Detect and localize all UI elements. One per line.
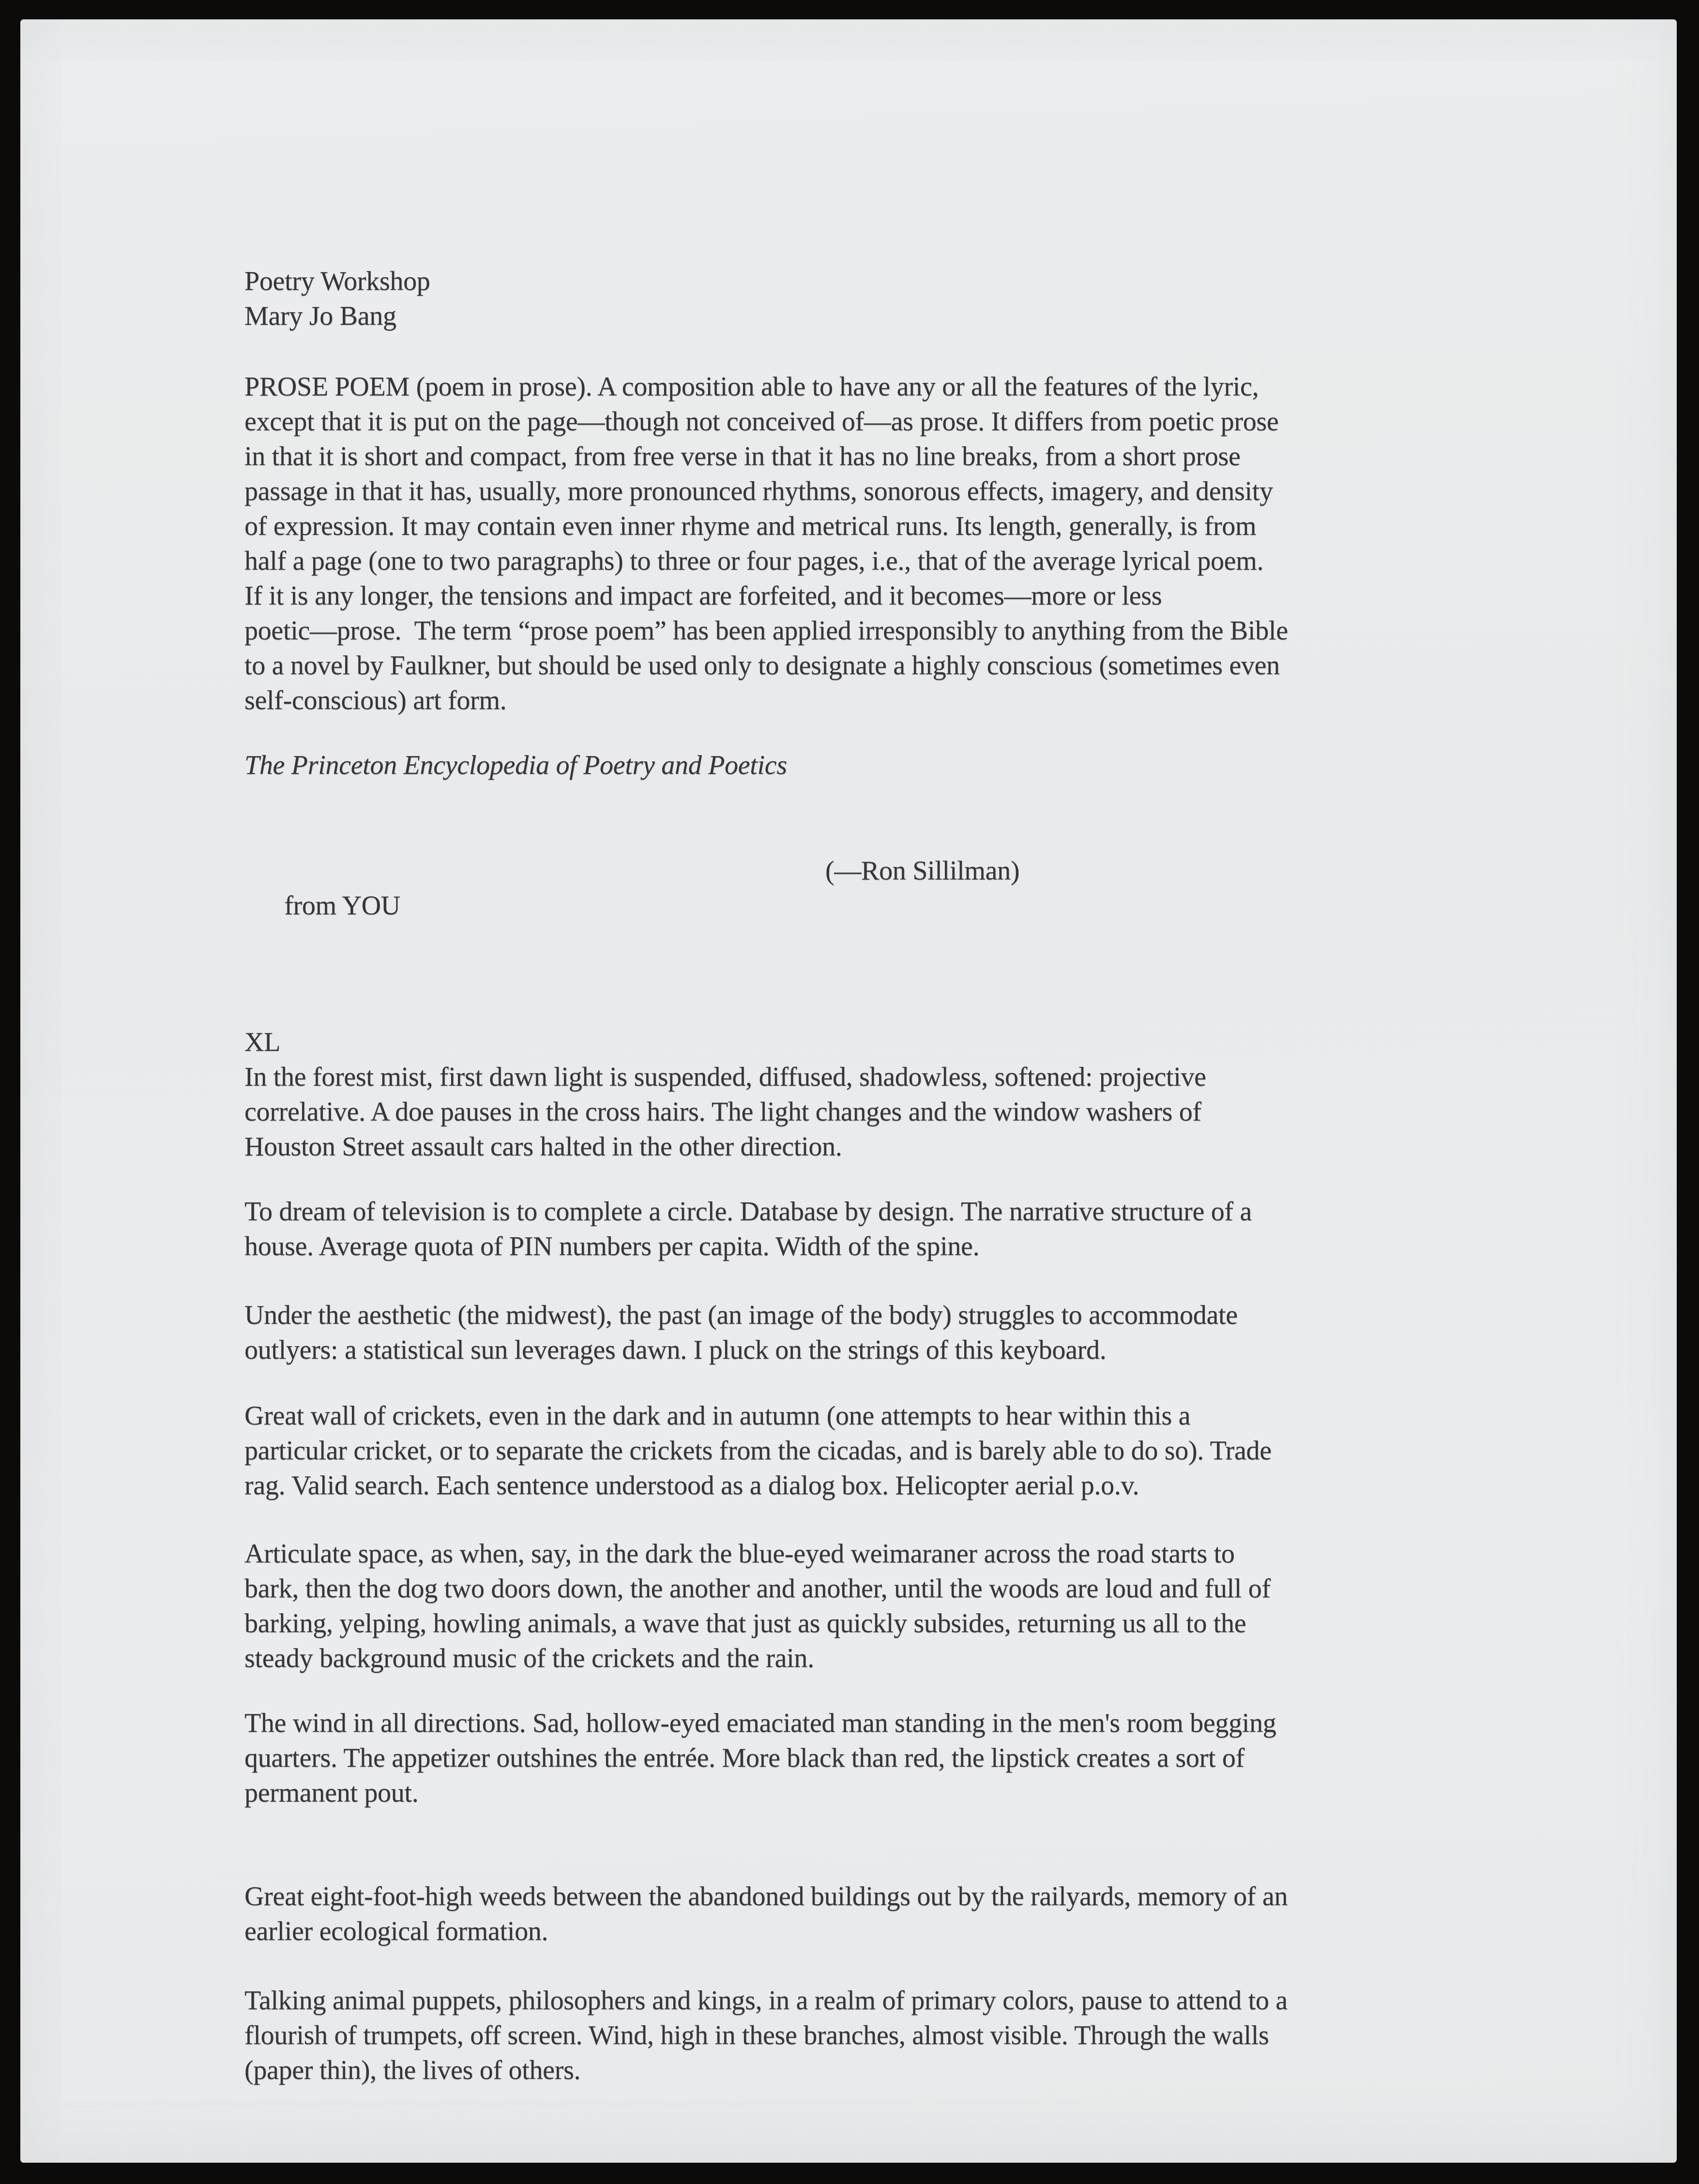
text-line: except that it is put on the page—though not conceived of—as prose. It differs from poetic prose <box>244 407 1279 437</box>
text-line: The wind in all directions. Sad, hollow-eyed emaciated man standing in the men's room begging <box>244 1708 1276 1738</box>
text-line: Mary Jo Bang <box>244 301 396 331</box>
text-line: PROSE POEM (poem in prose). A composition able to have any or all the features of the lyric, <box>244 372 1259 402</box>
text-line: poetic—prose. The term “prose poem” has been applied irresponsibly to anything from the Bible <box>244 616 1288 646</box>
poem-stanza <box>244 1194 1484 1264</box>
poem-stanza <box>244 1060 1484 1164</box>
text-line: outlyers: a statistical sun leverages dawn. I pluck on the strings of this keyboard. <box>244 1335 1107 1365</box>
text-line: half a page (one to two paragraphs) to three or four pages, i.e., that of the average lyrical poem. <box>244 546 1264 576</box>
text-line: Under the aesthetic (the midwest), the past (an image of the body) struggles to accommodate <box>244 1300 1238 1330</box>
text-line: to a novel by Faulkner, but should be used only to designate a highly conscious (sometimes even <box>244 651 1280 681</box>
text-line: earlier ecological formation. <box>244 1916 548 1946</box>
text-line: permanent pout. <box>244 1778 419 1808</box>
poem-section <box>244 1025 1484 1164</box>
text-line: Great eight-foot-high weeds between the abandoned buildings out by the railyards, memory of an <box>244 1881 1288 1911</box>
poem-from-label: from YOU <box>284 891 400 921</box>
text-line: bark, then the dog two doors down, the another and another, until the woods are loud and full of <box>244 1574 1271 1604</box>
text-line: Houston Street assault cars halted in the other direction. <box>244 1132 842 1162</box>
poem-title-line <box>244 853 1484 993</box>
text-line: steady background music of the crickets and the rain. <box>244 1643 814 1673</box>
scanned-document-page <box>20 19 1677 2163</box>
poem-section-number: XL <box>244 1027 281 1057</box>
poem-stanza <box>244 1706 1484 1810</box>
poem-stanza <box>244 1983 1484 2088</box>
text-line: in that it is short and compact, from free verse in that it has no line breaks, from a short prose <box>244 441 1241 471</box>
text-line: passage in that it has, usually, more pronounced rhythms, sonorous effects, imagery, and density <box>244 476 1273 506</box>
poem-stanza <box>244 1879 1484 1949</box>
poem-attribution: (—Ron Sillilman) <box>825 856 1020 886</box>
text-line: particular cricket, or to separate the crickets from the cicadas, and is barely able to do so). Trade <box>244 1436 1272 1466</box>
citation-source <box>244 748 1484 783</box>
citation-source-text: The Princeton Encyclopedia of Poetry and Poetics <box>244 750 787 780</box>
text-line: quarters. The appetizer outshines the entrée. More black than red, the lipstick creates a sort of <box>244 1743 1244 1773</box>
text-line: correlative. A doe pauses in the cross hairs. The light changes and the window washers of <box>244 1097 1201 1127</box>
text-line: (paper thin), the lives of others. <box>244 2055 581 2085</box>
poem-stanza <box>244 1536 1484 1676</box>
prose-poem-definition-paragraph <box>244 369 1484 718</box>
poem-stanza <box>244 1298 1484 1367</box>
text-line: Articulate space, as when, say, in the dark the blue-eyed weimaraner across the road starts to <box>244 1539 1235 1569</box>
text-line: of expression. It may contain even inner rhyme and metrical runs. Its length, generally, is from <box>244 511 1257 541</box>
poem-stanza <box>244 1398 1484 1503</box>
document-header <box>244 264 1484 334</box>
text-line: Poetry Workshop <box>244 266 430 296</box>
text-line: rag. Valid search. Each sentence understood as a dialog box. Helicopter aerial p.o.v. <box>244 1471 1139 1501</box>
text-line: house. Average quota of PIN numbers per capita. Width of the spine. <box>244 1231 980 1261</box>
text-line: self-conscious) art form. <box>244 685 507 715</box>
text-line: Talking animal puppets, philosophers and kings, in a realm of primary colors, pause to attend to a <box>244 1986 1288 2016</box>
document-content <box>244 264 1484 2088</box>
text-line: To dream of television is to complete a circle. Database by design. The narrative structure of a <box>244 1197 1252 1227</box>
text-line: flourish of trumpets, off screen. Wind, high in these branches, almost visible. Through the walls <box>244 2020 1269 2050</box>
text-line: barking, yelping, howling animals, a wave that just as quickly subsides, returning us all to the <box>244 1608 1246 1638</box>
text-line: In the forest mist, first dawn light is suspended, diffused, shadowless, softened: projective <box>244 1062 1206 1092</box>
text-line: If it is any longer, the tensions and impact are forfeited, and it becomes—more or less <box>244 581 1162 611</box>
text-line: Great wall of crickets, even in the dark and in autumn (one attempts to hear within this a <box>244 1401 1191 1431</box>
